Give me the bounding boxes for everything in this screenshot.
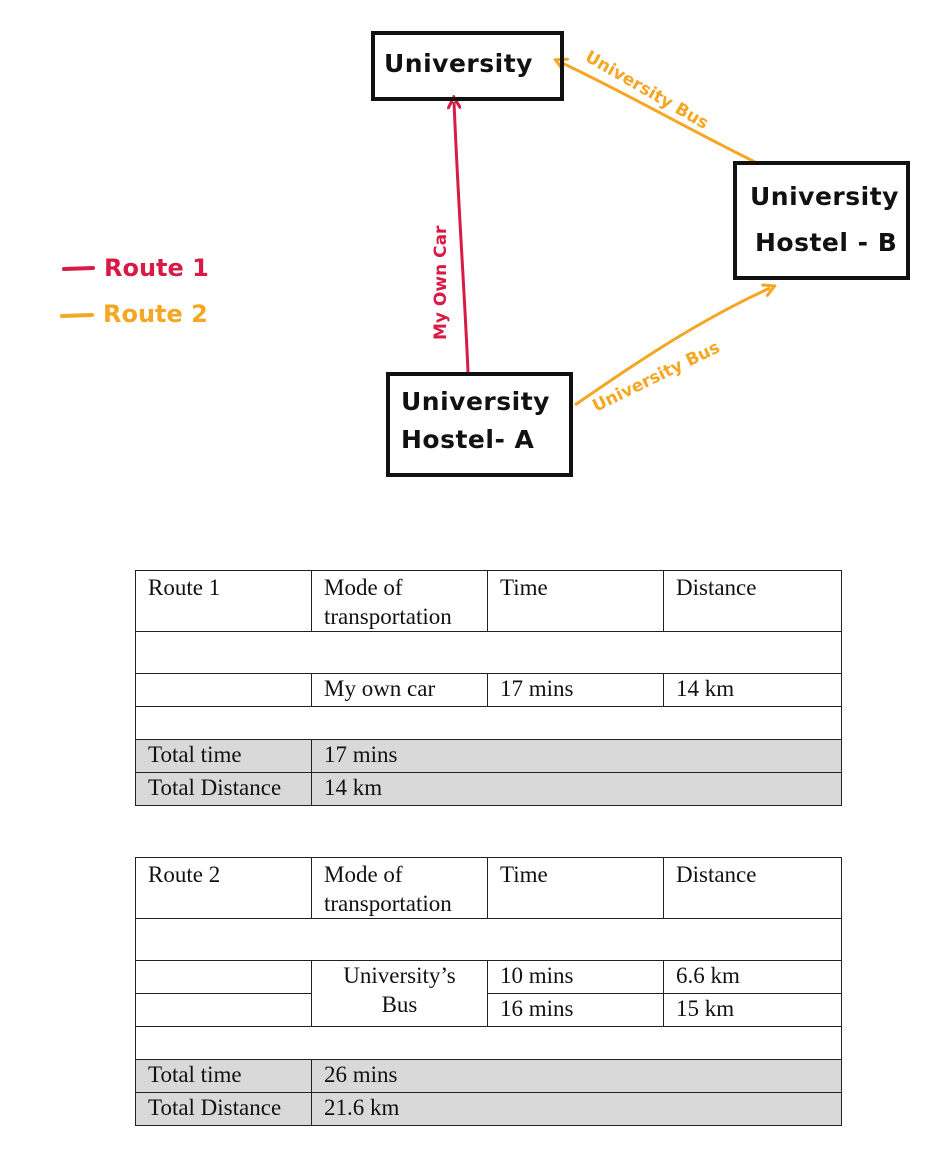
route1-total-time-value: 17 mins	[312, 740, 842, 773]
node-hostel-a-label-line1: University	[401, 387, 550, 416]
route1-time-cell: 17 mins	[488, 674, 664, 707]
edge-bus-b-university-line	[560, 62, 757, 163]
route1-data-row	[136, 674, 842, 707]
route1-spacer-row	[136, 632, 842, 674]
route2-data-row-1	[136, 961, 842, 994]
route2-time-cell-1: 10 mins	[488, 961, 664, 994]
node-hostel-b-box	[735, 163, 908, 278]
route-diagram	[0, 0, 928, 500]
route2-spacer-row-2	[136, 1027, 842, 1060]
legend-route1-swatch	[64, 268, 93, 269]
node-university	[373, 33, 562, 99]
route2-total-distance-row	[136, 1093, 842, 1126]
route2-total-distance-value: 21.6 km	[312, 1093, 842, 1126]
route2-total-time-row	[136, 1060, 842, 1093]
edge-bus-b-university-label: University Bus	[581, 47, 712, 134]
route2-distance-cell-1: 6.6 km	[664, 961, 842, 994]
edge-car	[431, 102, 468, 372]
legend-route2-swatch	[62, 315, 92, 316]
route1-distance-cell: 14 km	[664, 674, 842, 707]
route1-total-time-row	[136, 740, 842, 773]
route2-data-row-2	[136, 994, 842, 1027]
node-hostel-b-label-line2: Hostel - B	[755, 228, 898, 257]
route2-mode-cell: University’s Bus	[312, 961, 488, 1027]
route2-total-distance-label: Total Distance	[136, 1093, 312, 1126]
route1-header-mode: Mode of transportation	[312, 571, 488, 632]
route1-table	[135, 570, 842, 806]
route2-header-row	[136, 858, 842, 919]
route2-total-time-label: Total time	[136, 1060, 312, 1093]
route1-header-time: Time	[488, 571, 664, 632]
route1-mode-cell: My own car	[312, 674, 488, 707]
edge-car-label: My Own Car	[431, 225, 451, 340]
route1-total-time-label: Total time	[136, 740, 312, 773]
route2-header-route: Route 2	[136, 858, 312, 919]
route2-header-mode: Mode of transportation	[312, 858, 488, 919]
route2-table	[135, 857, 842, 1126]
route1-header-row	[136, 571, 842, 632]
route2-header-time: Time	[488, 858, 664, 919]
route2-spacer-row	[136, 919, 842, 961]
node-hostel-b-label-line1: University	[750, 182, 899, 211]
route1-total-distance-value: 14 km	[312, 773, 842, 806]
legend	[62, 254, 209, 328]
edge-car-line	[454, 102, 468, 372]
legend-route2-label: Route 2	[103, 300, 208, 328]
route2-distance-cell-2: 15 km	[664, 994, 842, 1027]
route1-header-route: Route 1	[136, 571, 312, 632]
route2-header-distance: Distance	[664, 858, 842, 919]
edge-bus-a-b-line	[575, 288, 770, 405]
route1-header-distance: Distance	[664, 571, 842, 632]
edge-bus-b-university	[560, 47, 757, 163]
route1-total-distance-row	[136, 773, 842, 806]
route1-total-distance-label: Total Distance	[136, 773, 312, 806]
edge-bus-a-b-label: University Bus	[589, 337, 724, 417]
node-hostel-a-label-line2: Hostel- A	[401, 425, 535, 454]
route1-spacer-row-2	[136, 707, 842, 740]
node-university-label: University	[384, 49, 533, 78]
route2-time-cell-2: 16 mins	[488, 994, 664, 1027]
edge-bus-a-b	[575, 288, 770, 416]
node-hostel-a	[388, 374, 571, 475]
route2-total-time-value: 26 mins	[312, 1060, 842, 1093]
node-hostel-b	[735, 163, 908, 278]
legend-route1-label: Route 1	[104, 254, 209, 282]
